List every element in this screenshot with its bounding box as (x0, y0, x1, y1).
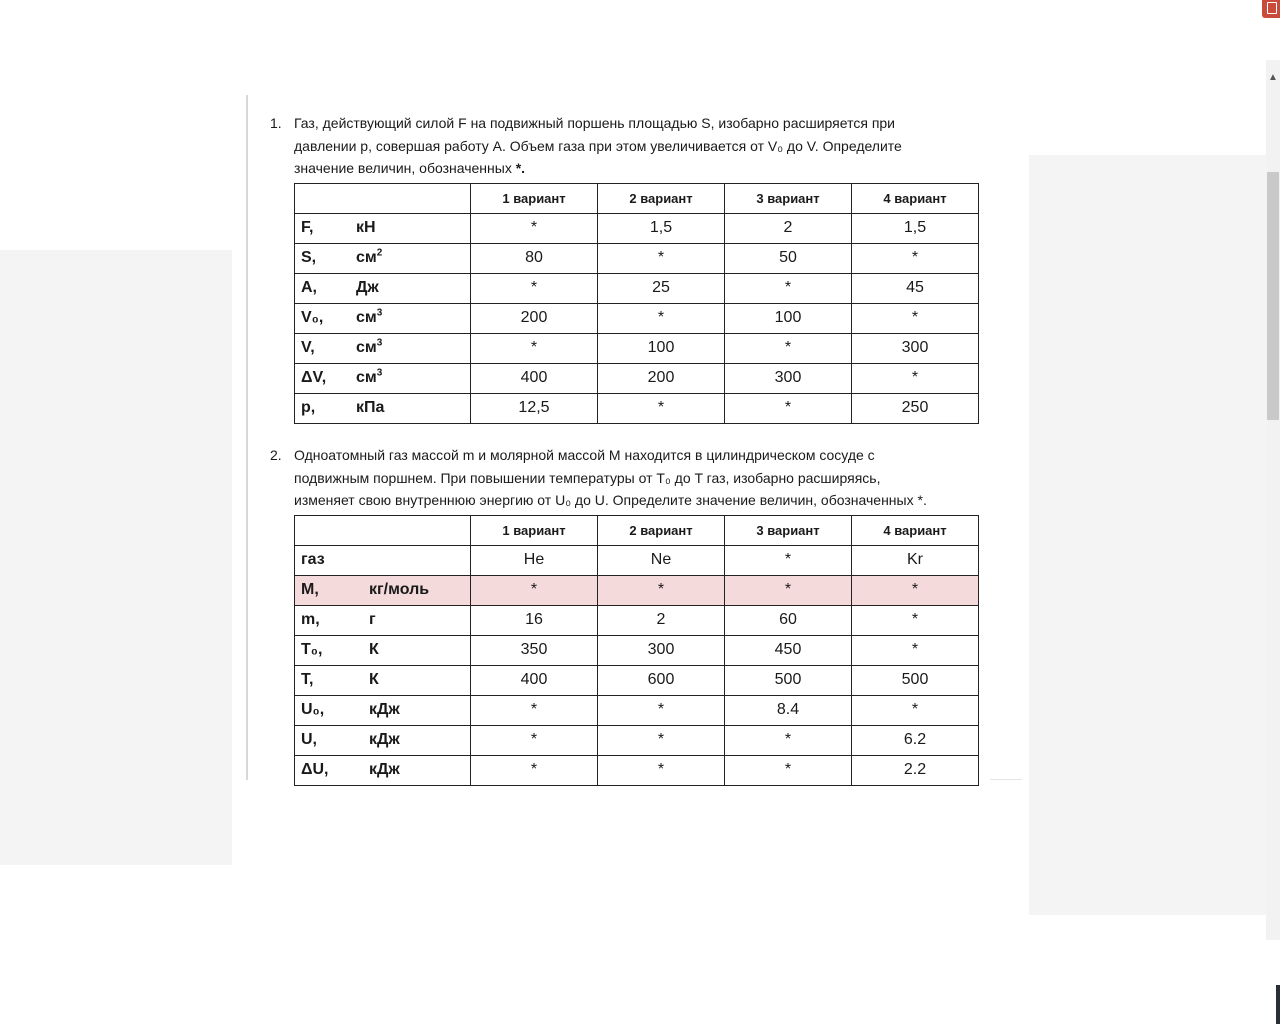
row-label (295, 575, 471, 605)
row-unit: кДж (369, 761, 400, 778)
table-cell: * (725, 333, 852, 363)
row-unit: кН (356, 219, 376, 236)
table-cell: * (725, 393, 852, 423)
row-label (295, 635, 471, 665)
statement-line (294, 157, 988, 180)
page-divider (990, 779, 1022, 780)
table-cell: * (725, 575, 852, 605)
table-cell: 45 (852, 273, 979, 303)
table-cell: 50 (725, 243, 852, 273)
table-row (295, 273, 979, 303)
table-row (295, 363, 979, 393)
table-cell: * (852, 363, 979, 393)
table-row (295, 545, 979, 575)
row-unit: г (369, 611, 376, 628)
table-cell: * (725, 725, 852, 755)
table-cell: 250 (852, 393, 979, 423)
row-symbol: S, (301, 249, 317, 266)
table-cell: 1,5 (598, 213, 725, 243)
column-header: 1 вариант (471, 183, 598, 213)
table-cell: * (598, 695, 725, 725)
table-cell: * (471, 213, 598, 243)
row-unit: кПа (356, 399, 385, 416)
problem-2 (268, 444, 988, 786)
row-symbol: V₀, (301, 309, 324, 326)
column-header: 4 вариант (852, 515, 979, 545)
table-cell: * (852, 575, 979, 605)
table-cell: * (471, 725, 598, 755)
table-cell: He (471, 545, 598, 575)
scrollbar-thumb[interactable] (1267, 172, 1279, 420)
table-cell: * (598, 393, 725, 423)
table-cell: 200 (598, 363, 725, 393)
row-symbol: m, (301, 611, 320, 628)
table-cell: 60 (725, 605, 852, 635)
table-cell: 300 (598, 635, 725, 665)
table-row (295, 755, 979, 785)
column-header: 4 вариант (852, 183, 979, 213)
table-cell: 600 (598, 665, 725, 695)
table-row (295, 665, 979, 695)
table-cell: * (598, 755, 725, 785)
table-cell: 500 (852, 665, 979, 695)
header-corner-cell (295, 183, 471, 213)
statement-line: давлении р, совершая работу А. Объем газа при этом увеличивается от V₀ до V. Определите (294, 137, 902, 154)
table-cell: 1,5 (852, 213, 979, 243)
scroll-up-arrow-icon[interactable]: ▲ (1268, 72, 1278, 83)
table-cell: Ne (598, 545, 725, 575)
row-label (295, 725, 471, 755)
row-label (295, 755, 471, 785)
row-unit: Дж (356, 279, 379, 296)
unit-exponent: 3 (376, 337, 383, 349)
row-symbol: ΔV, (301, 369, 327, 386)
table-cell: 25 (598, 273, 725, 303)
problem-1 (268, 112, 988, 424)
table-header-row (295, 515, 979, 545)
column-header: 1 вариант (471, 515, 598, 545)
row-symbol: A, (301, 279, 317, 296)
header-corner-cell (295, 515, 471, 545)
column-header: 3 вариант (725, 183, 852, 213)
row-unit: К (369, 671, 379, 688)
table-cell: 450 (725, 635, 852, 665)
row-symbol: U, (301, 731, 317, 748)
column-header: 3 вариант (725, 515, 852, 545)
table-cell: 80 (471, 243, 598, 273)
table-cell: 2.2 (852, 755, 979, 785)
row-symbol: V, (301, 339, 315, 356)
row-label (295, 695, 471, 725)
variants-table (294, 515, 979, 786)
row-label (295, 333, 471, 363)
column-header: 2 вариант (598, 515, 725, 545)
unit-exponent: 2 (376, 247, 383, 259)
table-cell: * (471, 755, 598, 785)
right-gutter (1029, 155, 1269, 915)
row-symbol: T₀, (301, 641, 323, 658)
table-cell: 8.4 (725, 695, 852, 725)
table-row-highlighted (295, 575, 979, 605)
row-label (295, 545, 471, 575)
table-cell: 12,5 (471, 393, 598, 423)
table-cell: 400 (471, 665, 598, 695)
table-cell: * (852, 303, 979, 333)
row-label (295, 665, 471, 695)
table-row (295, 725, 979, 755)
row-unit: кг/моль (369, 581, 430, 598)
problem-number: 2. (270, 447, 282, 463)
row-symbol: M, (301, 581, 319, 598)
table-row (295, 333, 979, 363)
row-unit: кДж (369, 701, 400, 718)
table-cell: 16 (471, 605, 598, 635)
table-cell: 300 (725, 363, 852, 393)
row-label (295, 243, 471, 273)
column-header: 2 вариант (598, 183, 725, 213)
table-cell: * (598, 575, 725, 605)
table-cell: * (852, 695, 979, 725)
statement-line-text: значение величин, обозначенных (294, 160, 512, 176)
window-edge (1276, 985, 1280, 1024)
row-unit: К (369, 641, 379, 658)
table-cell: * (471, 575, 598, 605)
row-symbol: газ (301, 551, 325, 568)
table-cell: 500 (725, 665, 852, 695)
row-label (295, 605, 471, 635)
row-label (295, 303, 471, 333)
table-cell: * (471, 273, 598, 303)
table-row (295, 303, 979, 333)
table-row (295, 695, 979, 725)
problem-statement (268, 112, 988, 180)
unit-exponent: 3 (376, 367, 383, 379)
table-cell: * (852, 635, 979, 665)
row-label (295, 213, 471, 243)
restore-window-icon[interactable] (1262, 0, 1280, 18)
page-left-edge (246, 95, 248, 780)
table-cell: 300 (852, 333, 979, 363)
problem-number: 1. (270, 115, 282, 131)
table-cell: 2 (598, 605, 725, 635)
row-unit: см (356, 339, 377, 356)
table-row (295, 393, 979, 423)
table-cell: * (598, 725, 725, 755)
table-cell: Kr (852, 545, 979, 575)
table-cell: * (852, 243, 979, 273)
row-unit: см (356, 309, 377, 326)
table-header-row (295, 183, 979, 213)
row-symbol: ΔU, (301, 761, 329, 778)
table-cell: 100 (725, 303, 852, 333)
table-cell: * (852, 605, 979, 635)
table-cell: * (725, 755, 852, 785)
table-row (295, 635, 979, 665)
table-cell: * (725, 545, 852, 575)
row-unit: см (356, 249, 377, 266)
left-gutter (0, 250, 232, 865)
table-cell: * (725, 273, 852, 303)
row-label (295, 273, 471, 303)
statement-line: Одноатомный газ массой m и молярной массой M находится в цилиндрическом сосуде с (294, 447, 875, 463)
table-cell: * (598, 303, 725, 333)
row-unit: см (356, 369, 377, 386)
table-cell: 350 (471, 635, 598, 665)
statement-line: изменяет свою внутреннюю энергию от U₀ до U. Определите значение величин, обозначенных *. (294, 492, 927, 508)
variants-table (294, 183, 979, 424)
table-cell: 6.2 (852, 725, 979, 755)
row-symbol: T, (301, 671, 314, 688)
asterisk-marker: *. (515, 160, 526, 176)
row-symbol: p, (301, 399, 316, 416)
table-row (295, 605, 979, 635)
statement-line: подвижным поршнем. При повышении температуры от T₀ до T газ, изобарно расширяясь, (294, 469, 881, 486)
unit-exponent: 3 (376, 307, 383, 319)
row-label (295, 363, 471, 393)
table-cell: * (471, 695, 598, 725)
table-row (295, 243, 979, 273)
table-cell: 100 (598, 333, 725, 363)
table-cell: 200 (471, 303, 598, 333)
table-cell: 2 (725, 213, 852, 243)
row-unit: кДж (369, 731, 400, 748)
table-cell: 400 (471, 363, 598, 393)
row-symbol: F, (301, 219, 314, 236)
statement-line: Газ, действующий силой F на подвижный поршень площадью S, изобарно расширяется при (294, 115, 896, 131)
table-cell: * (598, 243, 725, 273)
row-symbol: U₀, (301, 701, 325, 718)
table-row (295, 213, 979, 243)
problem-statement (268, 444, 988, 512)
row-label (295, 393, 471, 423)
table-cell: * (471, 333, 598, 363)
